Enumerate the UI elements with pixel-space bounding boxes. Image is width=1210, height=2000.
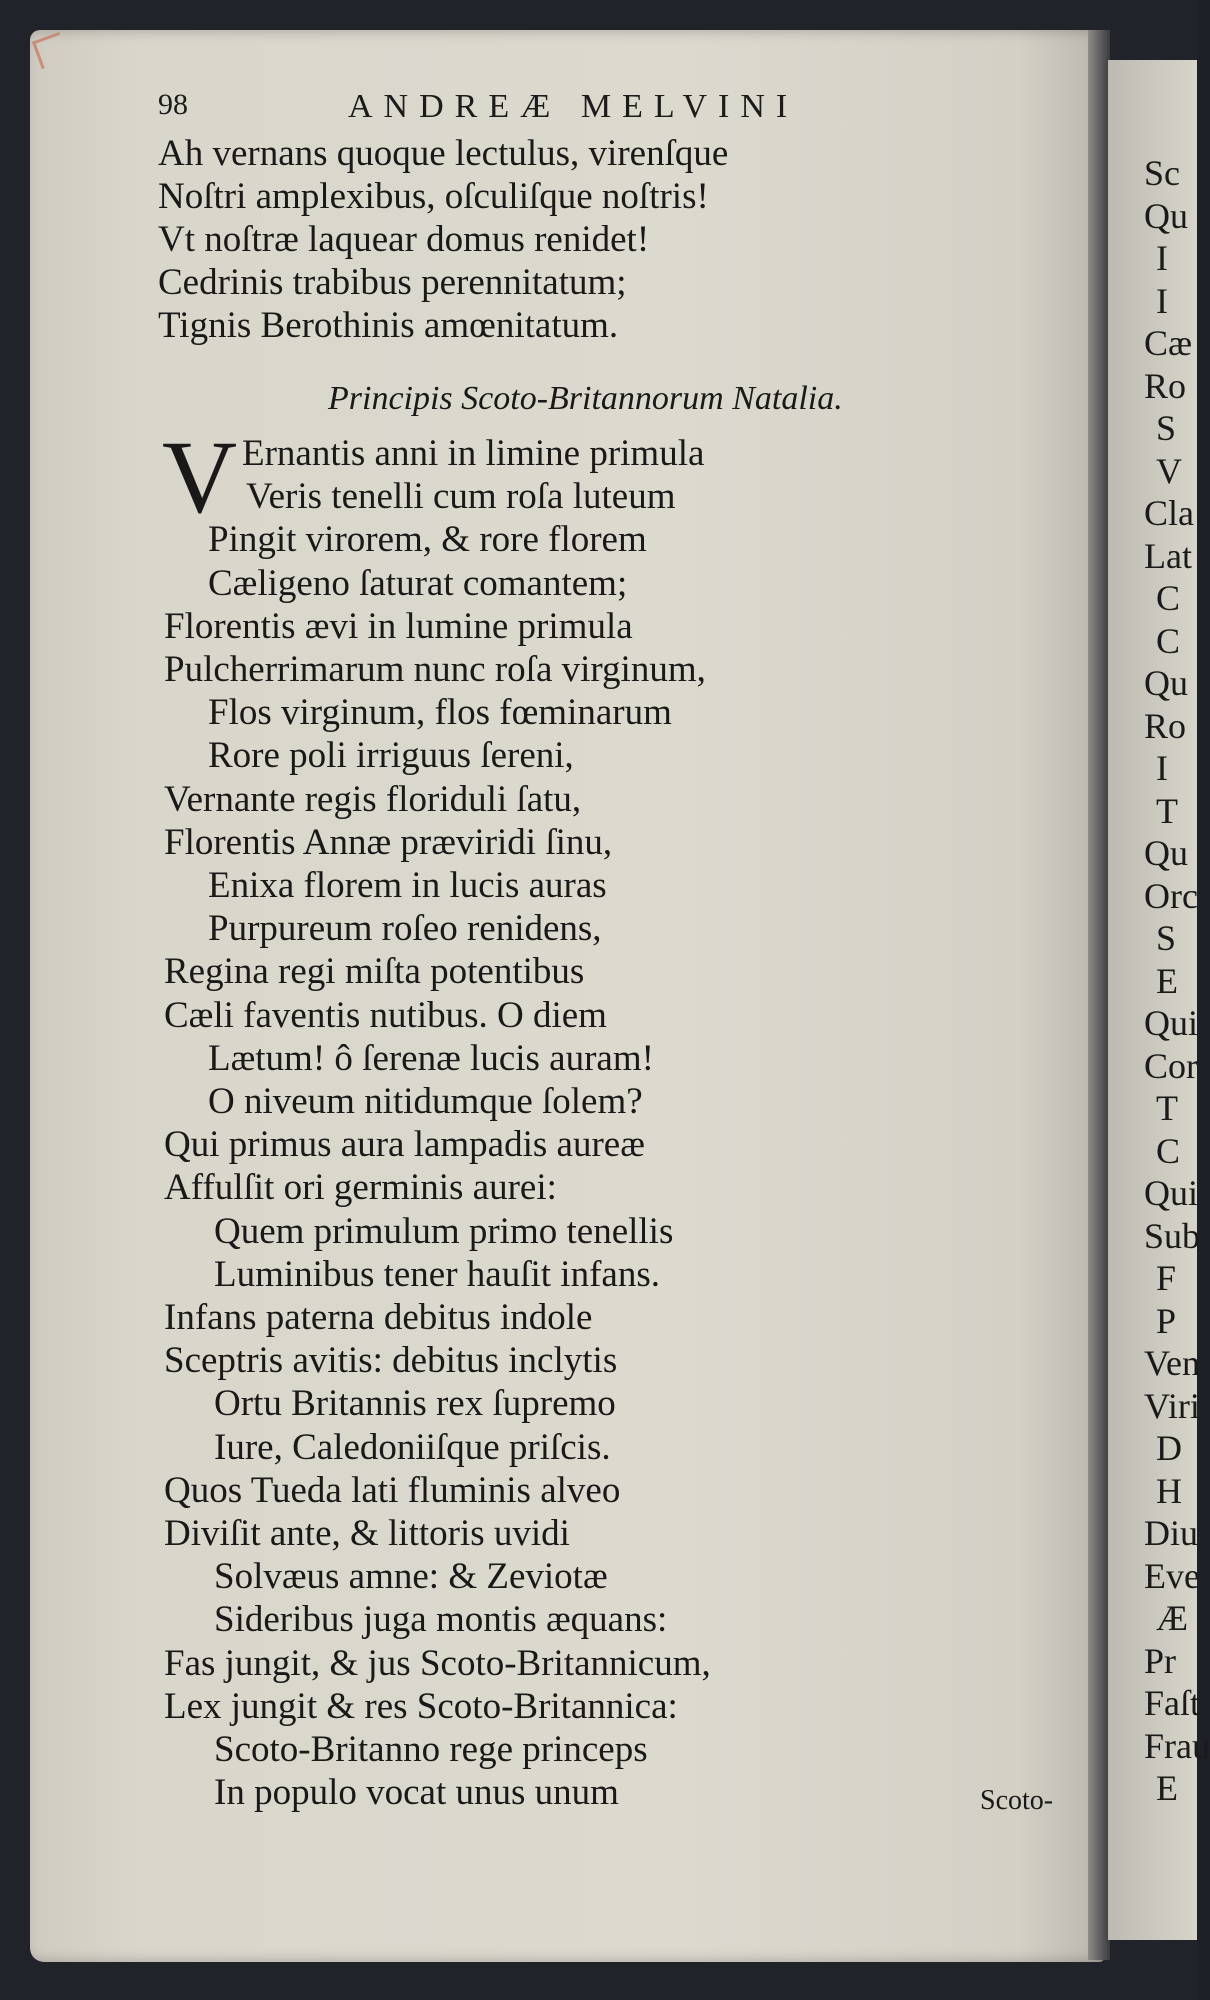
verse-line: Ah vernans quoque lectulus, virenſque	[158, 133, 729, 174]
running-title: ANDREÆ MELVINI	[348, 88, 799, 125]
poem-line: Florentis Annæ præviridi ſinu,	[164, 822, 613, 863]
poem-line: Luminibus tener hauſit infans.	[214, 1254, 660, 1295]
facing-line-fragment: I	[1156, 748, 1168, 788]
facing-line-fragment: T	[1156, 1088, 1178, 1128]
poem-line: Qui primus aura lampadis aureæ	[164, 1124, 645, 1165]
facing-line-fragment: Ro	[1144, 706, 1187, 746]
facing-line-fragment: Eve	[1144, 1556, 1200, 1596]
facing-line-fragment: E	[1156, 961, 1178, 1001]
facing-line-fragment: Qui	[1144, 1173, 1198, 1213]
facing-line-fragment: Cla	[1144, 493, 1194, 533]
facing-line-fragment: Qu	[1144, 833, 1188, 873]
facing-line-fragment: I	[1156, 281, 1168, 321]
facing-line-fragment: F	[1156, 1258, 1177, 1298]
poem-line: Scoto-Britanno rege princeps	[214, 1729, 648, 1770]
facing-line-fragment: Qu	[1144, 663, 1188, 703]
poem-line: Regina regi miſta potentibus	[164, 951, 585, 992]
facing-line-fragment: V	[1156, 451, 1182, 491]
facing-line-fragment: T	[1156, 791, 1178, 831]
poem-line: Flos virginum, flos fœminarum	[208, 692, 672, 733]
facing-line-fragment: H	[1156, 1471, 1182, 1511]
poem-line: Ortu Britannis rex ſupremo	[214, 1383, 616, 1424]
facing-line-fragment: Qui	[1144, 1003, 1198, 1043]
poem-line: Infans paterna debitus indole	[164, 1297, 593, 1338]
facing-line-fragment: I	[1156, 238, 1168, 278]
poem-line: Veris tenelli cum roſa luteum	[246, 476, 676, 517]
poem-line: Lex jungit & res Scoto-Britannica:	[164, 1686, 678, 1727]
poem-title: Principis Scoto-Britannorum Natalia.	[328, 380, 843, 417]
poem-line: Quos Tueda lati fluminis alveo	[164, 1470, 621, 1511]
poem-line: Purpureum roſeo renidens,	[208, 908, 602, 949]
poem-line: Cæligeno ſaturat comantem;	[208, 563, 628, 604]
facing-line-fragment: Pr	[1144, 1641, 1177, 1681]
verse-line: Cedrinis trabibus perennitatum;	[158, 262, 627, 303]
facing-line-fragment: Faſt	[1144, 1683, 1201, 1723]
poem-line: Lætum! ô ſerenæ lucis auram!	[208, 1038, 654, 1079]
page-number: 98	[158, 88, 188, 121]
facing-line-fragment: C	[1156, 578, 1181, 618]
poem-line: Rore poli irriguus ſereni,	[208, 735, 574, 776]
facing-page-edge	[1108, 60, 1210, 1940]
poem-line: Florentis ævi in lumine primula	[164, 606, 633, 647]
poem-line: Enixa florem in lucis auras	[208, 865, 607, 906]
poem-line: Ernantis anni in limine primula	[242, 433, 705, 474]
poem-line: In populo vocat unus unum	[214, 1772, 619, 1813]
poem-line: O niveum nitidumque ſolem?	[208, 1081, 643, 1122]
catchword: Scoto-	[980, 1785, 1054, 1816]
facing-line-fragment: P	[1156, 1301, 1177, 1341]
facing-line-fragment: Cor	[1144, 1046, 1198, 1086]
poem-line: Pingit virorem, & rore florem	[208, 519, 647, 560]
facing-line-fragment: C	[1156, 621, 1181, 661]
facing-line-fragment: Cæ	[1144, 323, 1193, 363]
facing-line-fragment: Frau	[1144, 1726, 1210, 1766]
verse-line: Tignis Berothinis amœnitatum.	[158, 305, 619, 346]
facing-line-fragment: S	[1156, 918, 1177, 958]
facing-line-fragment: Viri	[1144, 1386, 1200, 1426]
poem-line: Vernante regis floriduli ſatu,	[164, 779, 582, 820]
facing-line-fragment: Qu	[1144, 196, 1188, 236]
poem-line: Cæli faventis nutibus. O diem	[164, 995, 607, 1036]
facing-line-fragment: C	[1156, 1131, 1181, 1171]
running-head	[158, 88, 878, 132]
facing-line-fragment: Sc	[1144, 153, 1180, 193]
facing-line-fragment: Ven	[1144, 1343, 1200, 1383]
poem-line: Pulcherrimarum nunc roſa virginum,	[164, 649, 706, 690]
poem-line: Solvæus amne: & Zeviotæ	[214, 1556, 608, 1597]
poem-line: Sideribus juga montis æquans:	[214, 1599, 668, 1640]
verse-line: Vt noſtræ laquear domus renidet!	[158, 219, 650, 260]
poem-line: Quem primulum primo tenellis	[214, 1211, 674, 1252]
facing-line-fragment: E	[1156, 1768, 1178, 1808]
verse-line: Noſtri amplexibus, oſculiſque noſtris!	[158, 176, 709, 217]
facing-line-fragment: Diu	[1144, 1513, 1198, 1553]
poem-line: Iure, Caledoniiſque priſcis.	[214, 1427, 611, 1468]
facing-line-fragment: Æ	[1156, 1598, 1189, 1638]
facing-line-fragment: Orc	[1144, 876, 1198, 916]
facing-line-fragment: Sub	[1144, 1216, 1201, 1256]
facing-line-fragment: Lat	[1144, 536, 1192, 576]
facing-line-fragment: D	[1156, 1428, 1182, 1468]
poem-line: Affulſit ori germinis aurei:	[164, 1167, 557, 1208]
facing-line-fragment: Ro	[1144, 366, 1187, 406]
drop-cap: V	[162, 420, 238, 535]
facing-line-fragment: S	[1156, 408, 1177, 448]
poem-line: Sceptris avitis: debitus inclytis	[164, 1340, 618, 1381]
book-gutter	[1088, 30, 1110, 1960]
poem-line: Diviſit ante, & littoris uvidi	[164, 1513, 570, 1554]
poem-line: Fas jungit, & jus Scoto-Britannicum,	[164, 1643, 711, 1684]
